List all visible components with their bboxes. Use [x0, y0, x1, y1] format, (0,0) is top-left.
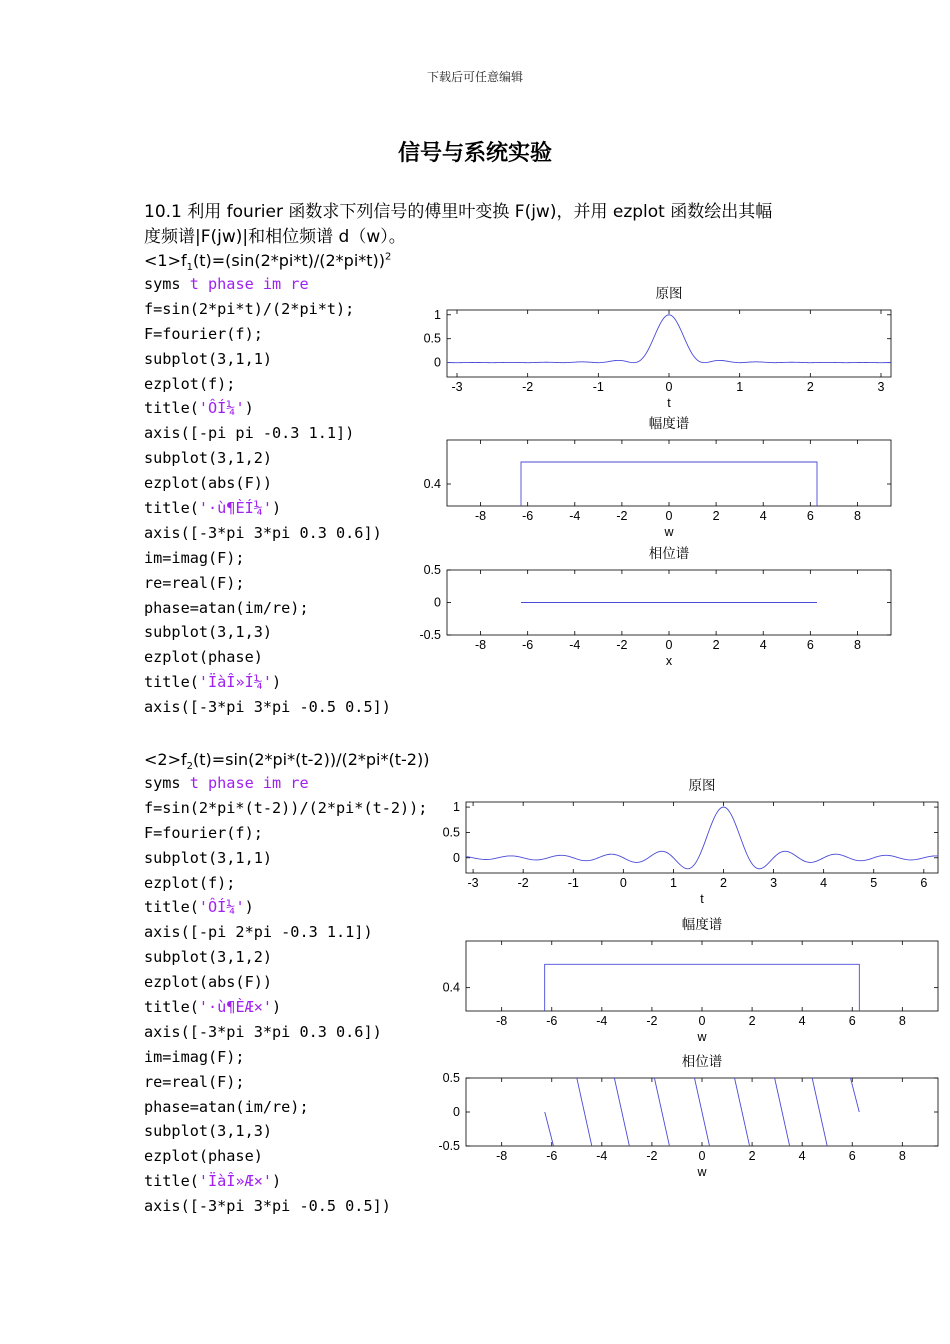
x-tick-label: -8	[474, 509, 487, 523]
x-tick-label: 4	[759, 638, 767, 652]
x-axis-label: t	[667, 396, 671, 410]
series-segment	[735, 1078, 750, 1146]
chart-title: 幅度谱	[648, 416, 690, 431]
y-tick-label: 1	[434, 307, 441, 322]
series-segment	[521, 462, 817, 506]
x-tick-label: 8	[898, 1014, 906, 1028]
x-tick-label: 8	[898, 1149, 906, 1163]
code-line: F=fourier(f);	[144, 823, 263, 842]
axes-frame	[466, 802, 938, 873]
code-line: ezplot(abs(F))	[144, 474, 273, 493]
x-tick-label: -8	[496, 1014, 508, 1028]
axes-frame	[466, 1078, 938, 1146]
x-axis-label: w	[664, 525, 674, 539]
y-tick-label: 0	[434, 355, 441, 370]
problem2-code	[144, 771, 427, 1219]
x-tick-label: -3	[467, 876, 479, 890]
x-tick-label: -4	[569, 509, 581, 523]
code-line: im=imag(F);	[144, 548, 245, 567]
series-segment	[850, 1078, 859, 1112]
x-tick-label: 3	[877, 380, 885, 394]
code-line: re=real(F);	[144, 1072, 245, 1091]
x-tick-label: -1	[567, 876, 579, 890]
y-tick-label: -0.5	[419, 628, 441, 642]
x-tick-label: 0	[698, 1149, 706, 1163]
code-line: phase=atan(im/re);	[144, 598, 309, 617]
y-tick-label: 0.5	[442, 825, 460, 840]
problem1-heading: $<1>f_1(t)=(\sin(2*pi*t)/(2*pi*t))^2$	[144, 251, 392, 274]
x-tick-label: 2	[748, 1149, 756, 1163]
x-tick-label: 6	[806, 509, 814, 523]
x-tick-label: -2	[646, 1149, 658, 1163]
x-tick-label: 2	[748, 1014, 756, 1028]
code-line: f=sin(2*pi*t)/(2*pi*t);	[144, 299, 355, 318]
x-tick-label: -4	[596, 1014, 608, 1028]
series-segment	[775, 1078, 790, 1146]
x-tick-label: 1	[669, 876, 677, 890]
x-tick-label: -6	[546, 1014, 558, 1028]
chart-title: 原图	[655, 286, 683, 301]
x-tick-label: -8	[496, 1149, 508, 1163]
intro-line-2: 度频谱|F(jw)|和相位频谱 d（w）。	[144, 227, 406, 247]
x-tick-label: -2	[646, 1014, 658, 1028]
code-line: subplot(3,1,1)	[144, 848, 273, 867]
series-segment	[614, 1078, 629, 1146]
chart-title: 幅度谱	[681, 917, 723, 932]
series-segment	[654, 1078, 669, 1146]
code-line: ezplot(f);	[144, 374, 236, 393]
code-line: syms t phase im re	[144, 774, 309, 792]
x-tick-label: 4	[759, 509, 767, 523]
document-title: 信号与系统实验	[397, 141, 552, 166]
chart-title: 原图	[688, 778, 716, 793]
y-tick-label: 0.4	[423, 477, 441, 491]
code-line: axis([-pi pi -0.3 1.1])	[144, 424, 355, 443]
x-tick-label: -1	[592, 380, 604, 394]
y-tick-label: 0	[453, 1105, 460, 1119]
x-tick-label: -4	[596, 1149, 608, 1163]
x-tick-label: 4	[798, 1014, 806, 1028]
x-tick-label: 2	[720, 876, 727, 890]
x-tick-label: 6	[806, 638, 814, 652]
code-line: axis([-3*pi 3*pi -0.5 0.5])	[144, 698, 391, 717]
x-tick-label: 8	[853, 509, 861, 523]
code-line: syms t phase im re	[144, 275, 309, 293]
code-line: subplot(3,1,3)	[144, 623, 273, 642]
x-tick-label: 1	[736, 380, 744, 394]
y-tick-label: 0.5	[423, 563, 441, 577]
code-line: ezplot(phase)	[144, 648, 263, 667]
x-tick-label: -8	[474, 638, 487, 652]
x-tick-label: 0	[619, 876, 627, 890]
chart-title: 相位谱	[648, 546, 690, 561]
x-tick-label: 6	[920, 876, 928, 890]
x-tick-label: -6	[522, 509, 534, 523]
y-tick-label: -0.5	[438, 1139, 460, 1153]
x-tick-label: 5	[870, 876, 878, 890]
axes-frame	[447, 440, 891, 506]
problem1-code	[144, 272, 391, 720]
code-line: phase=atan(im/re);	[144, 1097, 309, 1116]
code-line: title('·ù¶ÈÆ×')	[144, 998, 282, 1017]
page-header-note: 下载后可任意编辑	[426, 70, 523, 84]
code-line: subplot(3,1,2)	[144, 948, 273, 967]
series-segment	[694, 1078, 709, 1146]
code-line: axis([-3*pi 3*pi 0.3 0.6])	[144, 1022, 382, 1041]
x-tick-label: 2	[712, 509, 720, 523]
x-axis-label: t	[700, 892, 704, 906]
x-tick-label: 0	[665, 509, 673, 523]
x-tick-label: 2	[806, 380, 814, 394]
code-line: F=fourier(f);	[144, 324, 263, 343]
x-tick-label: -6	[522, 638, 534, 652]
x-tick-label: 8	[853, 638, 861, 652]
x-tick-label: 4	[798, 1149, 806, 1163]
axes-frame	[447, 310, 891, 377]
code-line: re=real(F);	[144, 573, 245, 592]
x-tick-label: 0	[698, 1014, 706, 1028]
axes-frame	[466, 941, 938, 1011]
code-line: title('ÔÍ¼')	[144, 898, 254, 917]
series-segment	[545, 1112, 554, 1146]
code-line: ezplot(f);	[144, 873, 236, 892]
problem2-heading: $<2>f_2(t)=\sin(2*pi*(t-2))/(2*pi*(t-2))$	[144, 750, 430, 773]
x-axis-label: x	[665, 654, 673, 668]
series-line	[447, 315, 891, 363]
y-tick-label: 0.4	[442, 980, 460, 995]
code-line: axis([-pi 2*pi -0.3 1.1])	[144, 923, 373, 942]
x-tick-label: 6	[848, 1014, 856, 1028]
y-tick-label: 0	[434, 595, 441, 610]
series-segment	[577, 1078, 592, 1146]
x-tick-label: 4	[820, 876, 828, 890]
x-tick-label: -6	[546, 1149, 558, 1163]
code-line: im=imag(F);	[144, 1047, 245, 1066]
y-tick-label: 0	[453, 850, 460, 865]
y-tick-label: 0.5	[442, 1071, 460, 1085]
y-tick-label: 0.5	[423, 331, 441, 346]
code-line: ezplot(abs(F))	[144, 973, 273, 992]
x-tick-label: -2	[517, 876, 529, 890]
x-tick-label: -2	[522, 380, 534, 394]
code-line: title('·ù¶ÈÍ¼')	[144, 499, 282, 518]
code-line: ezplot(phase)	[144, 1147, 263, 1166]
code-line: f=sin(2*pi*(t-2))/(2*pi*(t-2));	[144, 798, 428, 817]
x-tick-label: 2	[712, 638, 720, 652]
y-tick-label: 1	[453, 800, 460, 815]
series-segment	[812, 1078, 827, 1146]
intro-paragraph	[144, 200, 824, 250]
axes-frame	[447, 570, 891, 635]
x-tick-label: -2	[616, 509, 628, 523]
x-tick-label: -4	[569, 638, 581, 652]
x-tick-label: 0	[665, 380, 673, 394]
chart-title: 相位谱	[681, 1054, 723, 1069]
x-axis-label: w	[697, 1165, 707, 1179]
code-line: title('ÏàÎ»Æ×')	[144, 1172, 282, 1191]
x-tick-label: -3	[451, 380, 463, 394]
code-line: axis([-3*pi 3*pi 0.3 0.6])	[144, 523, 382, 542]
series-line	[466, 807, 938, 869]
code-line: title('ÔÍ¼')	[144, 399, 254, 418]
x-tick-label: 0	[665, 638, 673, 652]
x-axis-label: w	[697, 1030, 707, 1044]
series-segment	[545, 964, 860, 1011]
intro-line-1: 10.1 利用 fourier 函数求下列信号的傅里叶变换 F(jw)，并用 ezplot 函数绘出其幅	[144, 202, 773, 222]
code-line: subplot(3,1,1)	[144, 349, 273, 368]
x-tick-label: -2	[616, 638, 628, 652]
code-line: title('ÏàÎ»Í¼')	[144, 673, 282, 692]
x-tick-label: 3	[770, 876, 778, 890]
x-tick-label: 6	[848, 1149, 856, 1163]
code-line: subplot(3,1,2)	[144, 449, 273, 468]
code-line: subplot(3,1,3)	[144, 1122, 273, 1141]
code-line: axis([-3*pi 3*pi -0.5 0.5])	[144, 1197, 391, 1216]
